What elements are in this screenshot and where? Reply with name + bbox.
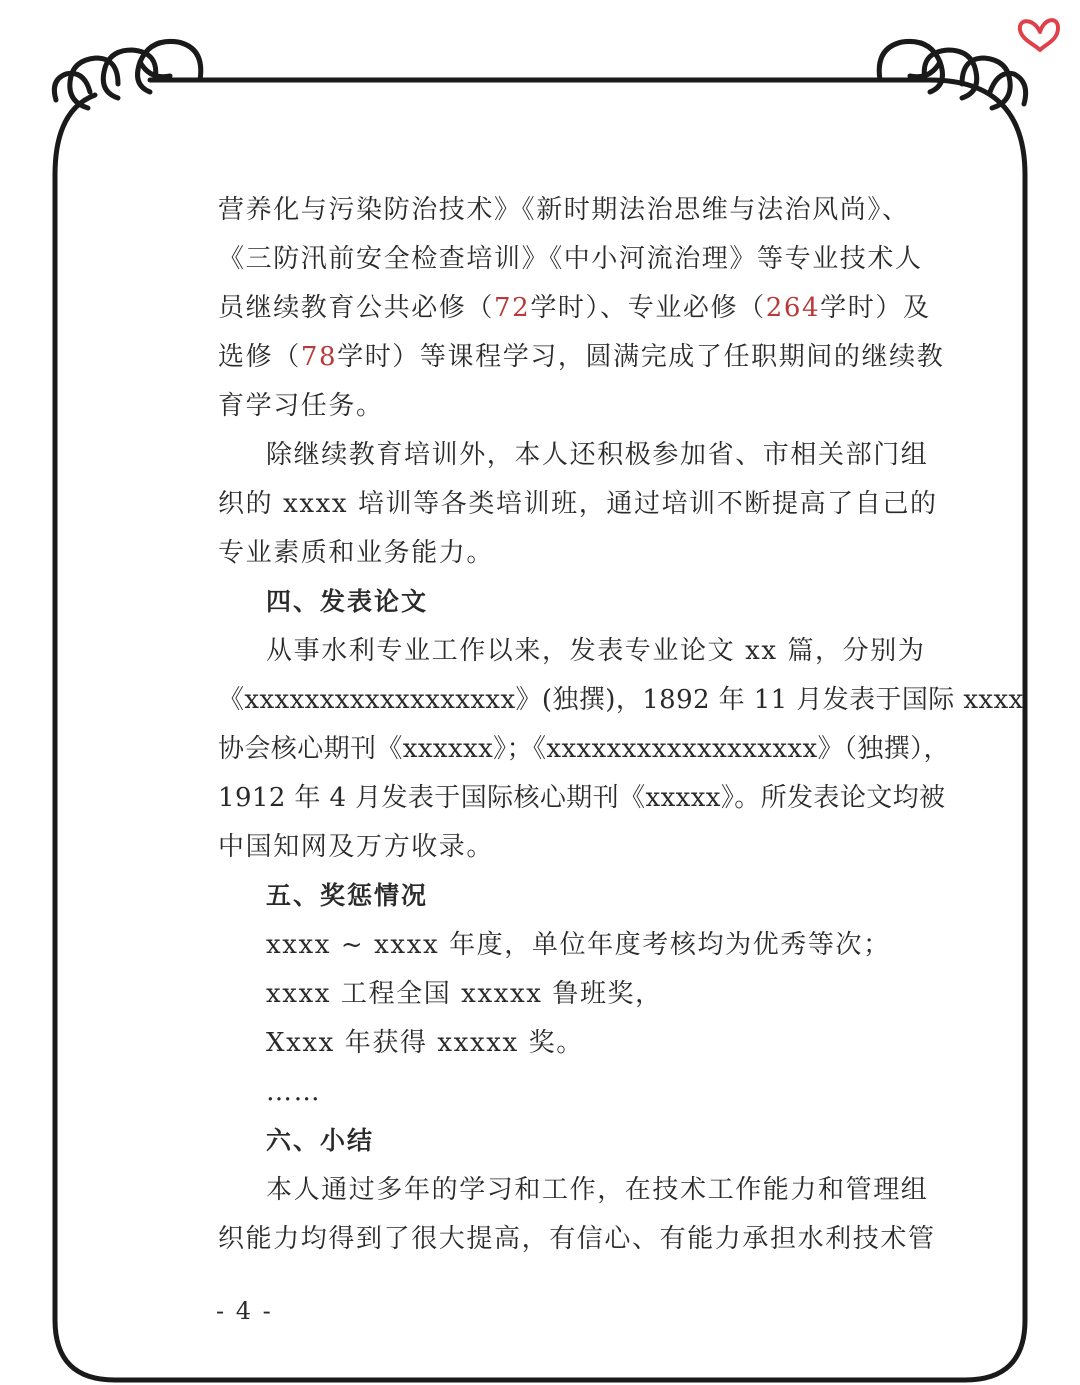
text-segment: 员继续教育公共必修（ [218,293,495,323]
section-heading: 五、奖惩情况 [266,881,429,910]
text-line: 育学习任务。 [218,391,384,421]
text-line [218,291,931,325]
text-line: 织的 xxxx 培训等各类培训班，通过培训不断提高了自己的 [218,489,938,519]
text-line [218,340,944,374]
section-heading: 四、发表论文 [266,587,429,616]
text-line: 本人通过多年的学习和工作，在技术工作能力和管理组 [266,1175,929,1205]
scroll-curl-left-icon [54,41,200,108]
credit-hours-value: 78 [300,342,338,372]
text-segment: 选修（ [218,342,301,372]
text-line: Xxxx 年获得 xxxxx 奖。 [266,1028,584,1058]
page-number: - 4 - [216,1297,273,1325]
text-line: 中国知网及万方收录。 [218,832,495,862]
heart-icon [1020,20,1058,50]
scroll-curl-right-icon [879,41,1025,108]
text-segment: 学时）、专业必修（ [530,293,766,323]
credit-hours-value: 264 [765,293,821,323]
text-line: 协会核心期刊《xxxxxx》；《xxxxxxxxxxxxxxxxxx》（独撰）， [218,734,950,764]
credit-hours-value: 72 [494,293,531,323]
text-line: 1912 年 4 月发表于国际核心期刊《xxxxx》。所发表论文均被 [218,783,946,813]
text-line: xxxx 工程全国 xxxxx 鲁班奖， [266,979,663,1009]
text-line: xxxx ~ xxxx 年度，单位年度考核均为优秀等次； [266,930,891,960]
text-line: 除继续教育培训外，本人还积极参加省、市相关部门组 [266,440,929,470]
section-heading: 六、小结 [266,1126,375,1155]
text-line: 《三防汛前安全检查培训》《中小河流治理》等专业技术人 [218,244,923,274]
text-segment: 学时）等课程学习，圆满完成了任职期间的继续教 [337,342,945,372]
text-line: 《xxxxxxxxxxxxxxxxxx》(独撰)，1892 年 11 月发表于国际 xxxx [218,685,1024,715]
text-segment: 学时）及 [820,293,931,323]
text-line: 织能力均得到了很大提高，有信心、有能力承担水利技术管 [218,1224,936,1254]
text-line: 营养化与污染防治技术》《新时期法治思维与法治风尚》、 [218,195,910,225]
text-line: 专业素质和业务能力。 [218,538,495,568]
text-line: …… [266,1077,322,1107]
text-line: 从事水利专业工作以来，发表专业论文 xx 篇，分别为 [266,636,926,666]
